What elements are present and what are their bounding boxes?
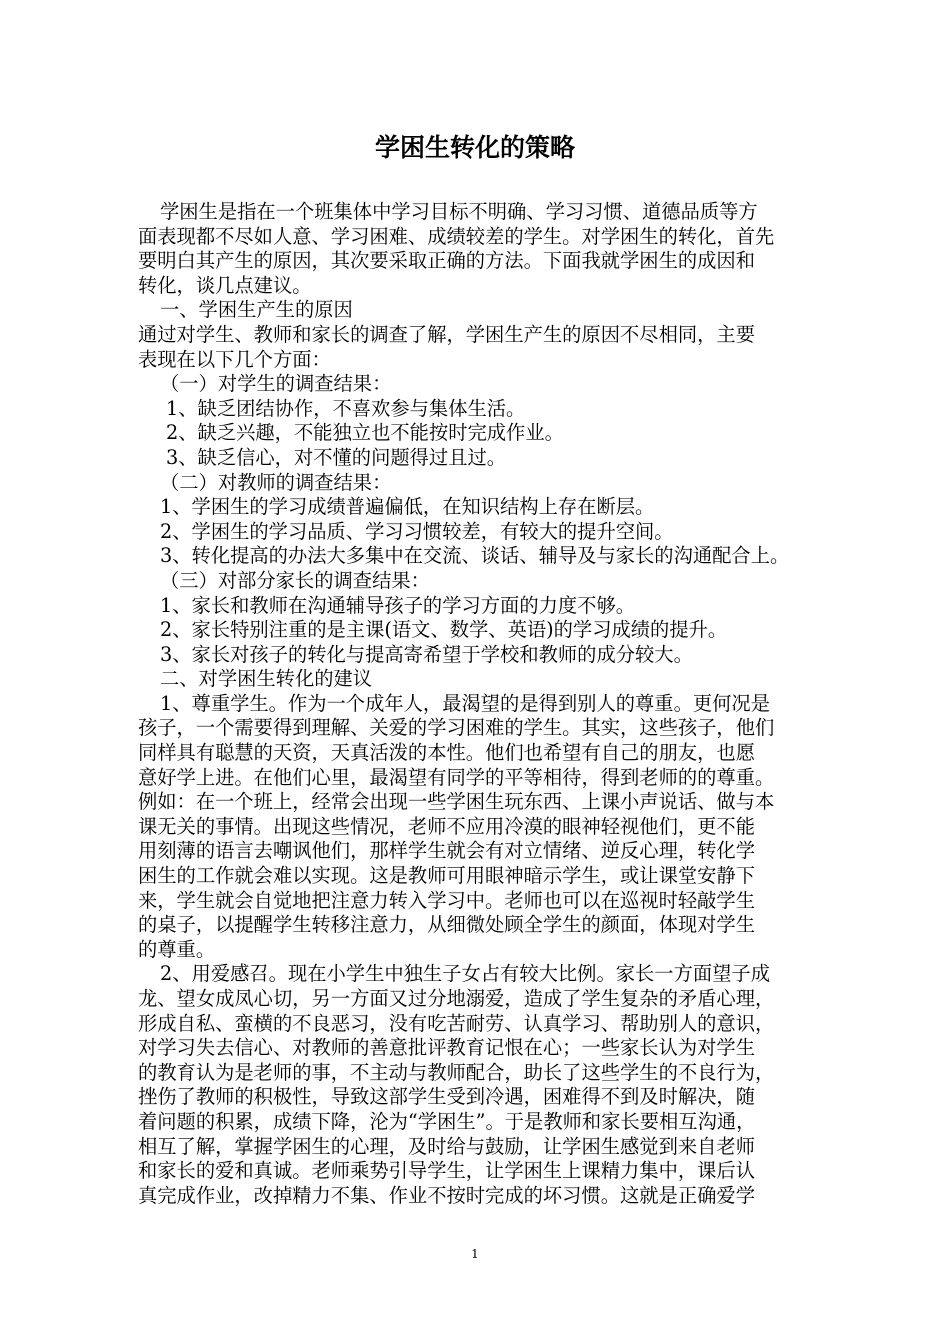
text-line: 2、缺乏兴趣，不能独立也不能按时完成作业。 bbox=[166, 421, 564, 445]
text-line: 转化，谈几点建议。 bbox=[138, 273, 312, 297]
text-line: 3、转化提高的办法大多集中在交流、谈话、辅导及与家长的沟通配合上。 bbox=[160, 544, 790, 568]
text-line: 挫伤了教师的积极性，导致这部学生受到冷遇，困难得不到及时解决，随 bbox=[138, 1085, 755, 1109]
document-title: 学困生转化的策略 bbox=[374, 133, 575, 162]
text-line: 1、学困生的学习成绩普遍偏低，在知识结构上存在断层。 bbox=[160, 495, 655, 519]
text-line: 和家长的爱和真诚。老师乘势引导学生，让学困生上课精力集中，课后认 bbox=[138, 1159, 755, 1183]
text-line: 课无关的事情。出现这些情况，老师不应用冷漠的眼神轻视他们，更不能 bbox=[138, 814, 755, 838]
document-body bbox=[138, 200, 838, 1208]
text-line: 学困生是指在一个班集体中学习目标不明确、学习习惯、道德品质等方 bbox=[160, 200, 758, 223]
text-line: 对学习失去信心、对教师的善意批评教育记恨在心；一些家长认为对学生 bbox=[138, 1036, 755, 1060]
text-line: 一、学困生产生的原因 bbox=[160, 298, 353, 322]
text-line: 困生的工作就会难以实现。这是教师可用眼神暗示学生，或让课堂安静下 bbox=[138, 864, 755, 888]
text-line: 通过对学生、教师和家长的调查了解，学困生产生的原因不尽相同，主要 bbox=[138, 322, 755, 346]
text-line: 的教育认为是老师的事，不主动与教师配合，助长了这些学生的不良行为， bbox=[138, 1060, 775, 1084]
text-line: 例如：在一个班上，经常会出现一些学困生玩东西、上课小声说话、做与本 bbox=[138, 790, 775, 814]
text-line: 1、缺乏团结协作，不喜欢参与集体生活。 bbox=[166, 396, 526, 420]
text-line: 龙、望女成凤心切，另一方面又过分地溺爱，造成了学生复杂的矛盾心理， bbox=[138, 987, 775, 1010]
page-number: 1 bbox=[471, 1247, 479, 1261]
text-line: 同样具有聪慧的天资，天真活泼的本性。他们也希望有自己的朋友，也愿 bbox=[138, 741, 755, 765]
text-line: 的尊重。 bbox=[138, 937, 216, 961]
text-line: 孩子，一个需要得到理解、关爱的学习困难的学生。其实，这些孩子，他们 bbox=[138, 716, 775, 740]
text-line: 1、尊重学生。作为一个成年人，最渴望的是得到别人的尊重。更何况是 bbox=[160, 691, 770, 715]
text-line: 3、缺乏信心，对不懂的问题得过且过。 bbox=[166, 445, 507, 469]
text-line: 1、家长和教师在沟通辅导孩子的学习方面的力度不够。 bbox=[160, 593, 636, 617]
text-line: 面表现都不尽如人意、学习困难、成绩较差的学生。对学困生的转化，首先 bbox=[138, 224, 775, 248]
text-line: 相互了解，掌握学困生的心理，及时给与鼓励，让学困生感觉到来自老师 bbox=[138, 1134, 755, 1158]
text-line: 3、家长对孩子的转化与提高寄希望于学校和教师的成分较大。 bbox=[160, 642, 693, 666]
text-line: 2、家长特别注重的是主课(语文、数学、英语)的学习成绩的提升。 bbox=[160, 618, 728, 642]
text-line: 意好学上进。在他们心里，最渴望有同学的平等相待，得到老师的的尊重。 bbox=[138, 765, 775, 789]
text-line: （一）对学生的调查结果： bbox=[160, 372, 392, 396]
text-line: 来，学生就会自觉地把注意力转入学习中。老师也可以在巡视时轻敲学生 bbox=[138, 888, 755, 912]
text-line: 要明白其产生的原因，其次要采取正确的方法。下面我就学困生的成因和 bbox=[138, 249, 755, 273]
text-line: 2、用爱感召。现在小学生中独生子女占有较大比例。家长一方面望子成 bbox=[160, 962, 770, 986]
text-line: 真完成作业，改掉精力不集、作业不按时完成的坏习惯。这就是正确爱学 bbox=[138, 1183, 755, 1207]
text-line: 2、学困生的学习品质、学习习惯较差，有较大的提升空间。 bbox=[160, 519, 674, 543]
text-line: （二）对教师的调查结果： bbox=[160, 470, 392, 494]
text-line: 表现在以下几个方面： bbox=[138, 347, 331, 371]
text-line: 用刻薄的语言去嘲讽他们，那样学生就会有对立情绪、逆反心理，转化学 bbox=[138, 839, 755, 863]
text-line: 的桌子，以提醒学生转移注意力，从细微处顾全学生的颜面，体现对学生 bbox=[138, 913, 755, 937]
text-line: 着问题的积累，成绩下降，沦为“学困生”。于是教师和家长要相互沟通， bbox=[138, 1109, 756, 1133]
text-line: 二、对学困生转化的建议 bbox=[160, 667, 373, 691]
text-line: （三）对部分家长的调查结果： bbox=[160, 568, 430, 592]
text-line: 形成自私、蛮横的不良恶习，没有吃苦耐劳、认真学习、帮助别人的意识， bbox=[138, 1011, 775, 1035]
